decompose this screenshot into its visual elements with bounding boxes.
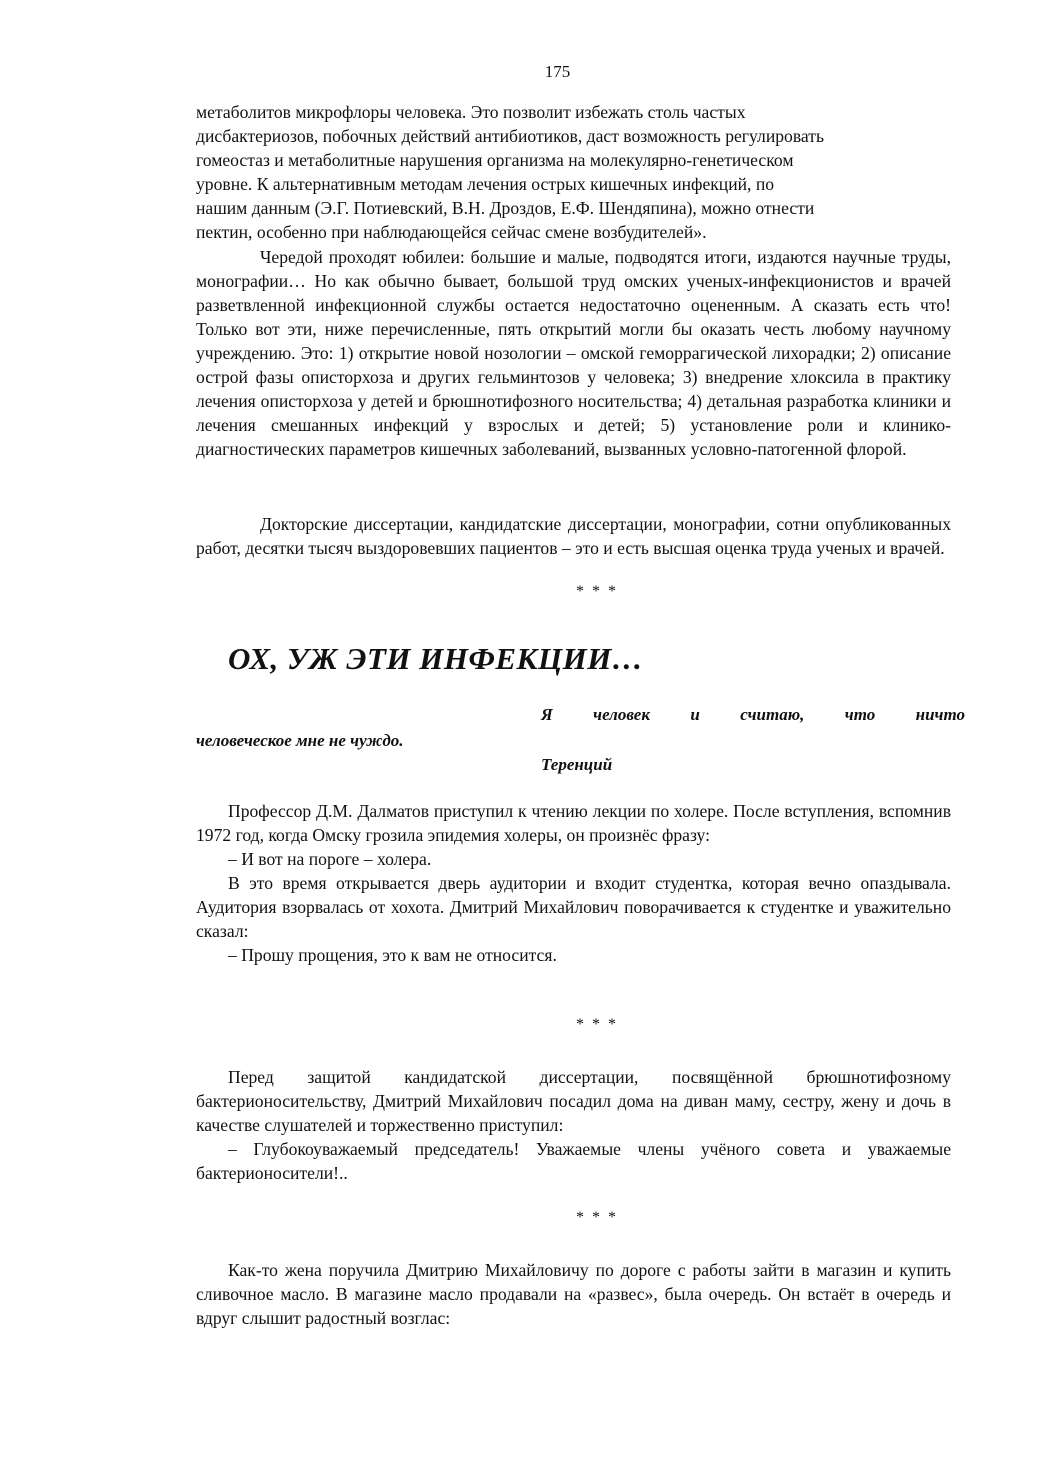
story-paragraph: В это время открывается дверь аудитории и входит студентка, которая вечно опаздывала. Аудитория взорвалась от хохота. Дмитрий Михайлович поворачивается к студентке и уважительно сказал:: [196, 873, 951, 941]
epigraph-word: и: [690, 705, 700, 724]
story-dissertation: [196, 1065, 951, 1185]
intro-line: метаболитов микрофлоры человека. Это позволит избежать столь частых: [196, 102, 746, 122]
epigraph-line-2: человеческое мне не чуждо.: [196, 731, 404, 750]
story-paragraph: Перед защитой кандидатской диссертации, посвящённой брюшнотифозному бактерионосительству, Дмитрий Михайлович посадил дома на диван маму, сестру, жену и дочь в качестве слушателей и торжественно приступил:: [196, 1067, 951, 1135]
intro-paragraph: [196, 100, 951, 244]
page-number: 175: [544, 62, 571, 81]
story-paragraph: Как-то жена поручила Дмитрию Михайловичу по дороге с работы зайти в магазин и купить сливочное масло. В магазине масло продавали на «развес», была очередь. Он встаёт в очередь и вдруг слышит радостный возглас:: [196, 1260, 951, 1328]
epigraph-line-1: [541, 705, 965, 725]
epigraph-word: человек: [593, 705, 650, 724]
jubilee-paragraph: Чередой проходят юбилеи: большие и малые, подводятся итоги, издаются научные труды, монографии… Но как обычно бывает, большой труд омских ученых-инфекционистов и врачей разветвленной инфекционной службы остается недостаточно оцененным. А сказать есть что! Только вот эти, ниже перечисленные, пять открытий могли бы оказать честь любому научному учреждению. Это: 1) открытие новой нозологии – омской геморрагической лихорадки; 2) описание острой фазы описторхоза и других гельминтозов у человека; 3) внедрение хлоксила в практику лечения описторхоза у детей и брюшнотифозного носительства; 4) детальная разработка клиники и лечения смешанных инфекций у взрослых и детей; 5) установление роли и клинико-диагностических параметров кишечных заболеваний, вызванных условно-патогенной флорой.: [196, 247, 951, 459]
separator: * * *: [576, 583, 618, 600]
story-quote: – И вот на пороге – холера.: [228, 849, 432, 869]
intro-line: пектин, особенно при наблюдающейся сейчас смене возбудителей».: [196, 222, 707, 242]
epigraph-word: считаю,: [740, 705, 805, 724]
intro-line: гомеостаз и метаболитные нарушения организма на молекулярно-генетическом: [196, 150, 794, 170]
epigraph-word: ничто: [915, 705, 965, 724]
jubilee-section: [196, 245, 951, 461]
story-quote: – Глубокоуважаемый председатель! Уважаемые члены учёного совета и уважаемые бактерионосители!..: [196, 1139, 951, 1183]
intro-line: дисбактериозов, побочных действий антибиотиков, даст возможность регулировать: [196, 126, 824, 146]
epigraph-author: Теренций: [541, 755, 613, 774]
intro-line: нашим данным (Э.Г. Потиевский, В.Н. Дроздов, Е.Ф. Шендяпина), можно отнести: [196, 198, 815, 218]
story-cholera: [196, 799, 951, 967]
story-butter: [196, 1258, 951, 1330]
intro-line: уровне. К альтернативным методам лечения острых кишечных инфекций, по: [196, 174, 775, 194]
section-title: ОХ, УЖ ЭТИ ИНФЕКЦИИ…: [228, 641, 644, 676]
dissertation-paragraph: Докторские диссертации, кандидатские диссертации, монографии, сотни опубликованных работ, десятки тысяч выздоровевших пациентов – это и есть высшая оценка труда ученых и врачей.: [196, 514, 951, 558]
separator: * * *: [576, 1209, 618, 1226]
story-paragraph: Профессор Д.М. Далматов приступил к чтению лекции по холере. После вступления, вспомнив 1972 год, когда Омску грозила эпидемия холеры, он произнёс фразу:: [196, 801, 951, 845]
separator: * * *: [576, 1016, 618, 1033]
dissertation-section: [196, 512, 951, 560]
epigraph-word: Я: [541, 705, 553, 724]
story-reply: – Прошу прощения, это к вам не относится.: [228, 945, 557, 965]
epigraph-word: что: [844, 705, 876, 724]
